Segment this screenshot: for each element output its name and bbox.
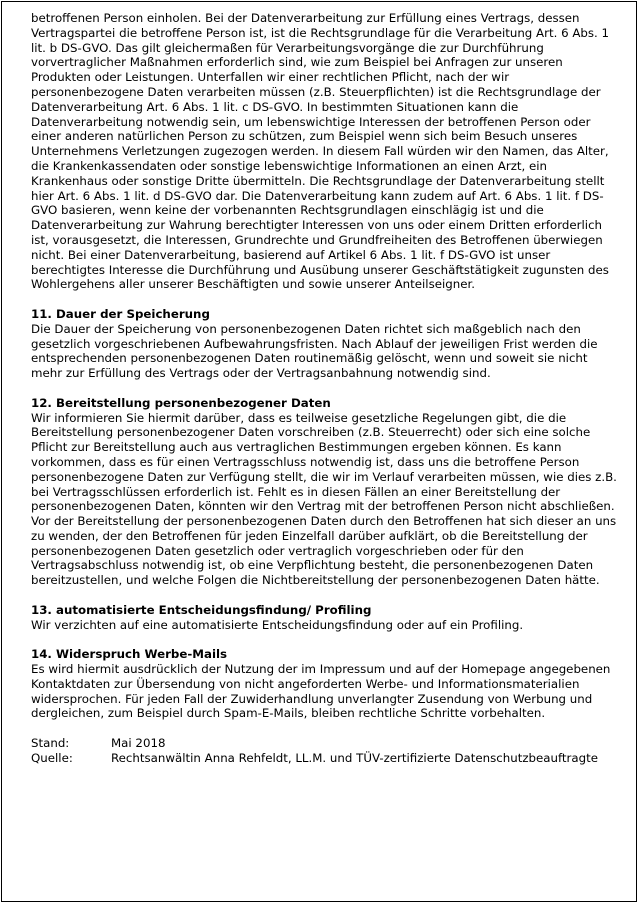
section-12-heading: 12. Bereitstellung personenbezogener Daten: [31, 395, 331, 410]
section-12-body: Wir informieren Sie hiermit darüber, dass es teilweise gesetzliche Regelungen gibt, die die Bereitstellung personenbezogener Daten vorschreiben (z.B. Steuerrecht) oder sich eine solche Pflicht zur Bereitstellung auch aus vertraglichen Bestimmungen ergeben können. Es kann vorkommen, dass es für einen Vertragsschluss notwendig ist, dass uns die betroffene Person personenbezogene Daten zur Verfügung stellt, die wir im Verlauf verarbeiten müssen, wie dies z.B. bei Vertragsschlüssen erforderlich ist. Fehlt es in diesen Fällen an einer Bereitstellung der personenbezogenen Daten, könnten wir den Vertrag mit der betroffenen Person nicht abschließen. Vor der Bereitstellung der personenbezogenen Daten durch den Betroffenen hat sich dieser an uns zu wenden, der den Betroffenen für jeden Einzelfall darüber aufklärt, ob die Bereitstellung der personenbezogenen Daten gesetzlich oder vertraglich vorgeschrieben oder für den Vertragsabschluss notwendig ist, ob eine Verpflichtung besteht, die personenbezogenen Daten bereitzustellen, und welche Folgen die Nichtbereitstellung der personenbezogenen Daten hätte.: [31, 410, 617, 588]
spacer: [31, 381, 621, 396]
stand-label: Stand:: [31, 736, 70, 751]
section-13-body: Wir verzichten auf eine automatisierte Entscheidungsfindung oder auf ein Profiling.: [31, 617, 524, 632]
spacer: [31, 721, 621, 736]
spacer: [31, 292, 621, 307]
section-11-body: Die Dauer der Speicherung von personenbezogenen Daten richtet sich maßgeblich nach den gesetzlich vorgeschriebenen Aufbewahrungsfristen. Nach Ablauf der jeweiligen Frist werden die entsprechenden personenbezogenen Daten routinemäßig gelöscht, wenn und soweit sie nicht mehr zur Erfüllung des Vertrags oder der Vertragsanbahnung notwendig sind.: [31, 321, 598, 381]
intro-paragraph: betroffenen Person einholen. Bei der Datenverarbeitung zur Erfüllung eines Vertrags, dessen Vertragspartei die betroffene Person ist, ist die Rechtsgrundlage für die Verarbeitung Art. 6 Abs. 1 lit. b DS-GVO. Das gilt gleichermaßen für Verarbeitungsvorgänge die zur Durchführung vorvertraglicher Maßnahmen erforderlich sind, wie zum Beispiel bei Anfragen zur unseren Produkten oder Leistungen. Unterfallen wir einer rechtlichen Pflicht, nach der wir personenbezogene Daten verarbeiten müssen (z.B. Steuerpflichten) ist die Rechtsgrundlage der Datenverarbeitung Art. 6 Abs. 1 lit. c DS-GVO. In bestimmten Situationen kann die Datenverarbeitung notwendig sein, um lebenswichtige Interessen der betroffenen Person oder einer anderen natürlichen Person zu schützen, zum Beispiel wenn sich beim Besuch unseres Unternehmens Verletzungen zugezogen werden. In diesem Fall würden wir den Namen, das Alter, die Krankenkassendaten oder sonstige lebenswichtige Informationen an einen Arzt, ein Krankenhaus oder sonstige Dritte übermitteln. Die Rechtsgrundlage der Datenverarbeitung stellt hier Art. 6 Abs. 1 lit. d DS-GVO dar. Die Datenverarbeitung kann zudem auf Art. 6 Abs. 1 lit. f DS-GVO basieren, wenn keine der vorbenannten Rechtsgrundlagen einschlägig ist und die Datenverarbeitung zur Wahrung berechtigter Interessen von uns oder einem Dritten erforderlich ist, vorausgesetzt, die Interessen, Grundrechte und Grundfreiheiten des Betroffenen überwiegen nicht. Bei einer Datenverarbeitung, basierend auf Artikel 6 Abs. 1 lit. f DS-GVO ist unser berechtigtes Interesse die Durchführung und Ausübung unserer Geschäftstätigkeit zugunsten des Wohlergehens aller unserer Beschäftigten und sowie unserer Anteilseigner.: [31, 11, 610, 292]
document-content: [31, 11, 621, 766]
document-page: [1, 1, 637, 902]
section-14-body: Es wird hiermit ausdrücklich der Nutzung der im Impressum und auf der Homepage angegebenen Kontaktdaten zur Übersendung von nicht angeforderten Werbe- und Informationsmaterialien widersprochen. Für jeden Fall der Zuwiderhandlung unverlangter Zusendung von Werbung und dergleichen, zum Beispiel durch Spam-E-Mails, bleiben rechtliche Schritte vorbehalten.: [31, 662, 611, 721]
spacer: [31, 588, 621, 603]
quelle-row: [31, 751, 621, 766]
spacer: [31, 632, 621, 647]
section-14-heading: 14. Widerspruch Werbe-Mails: [31, 647, 228, 662]
stand-value: Mai 2018: [111, 736, 166, 751]
quelle-label: Quelle:: [31, 750, 73, 765]
section-11-heading: 11. Dauer der Speicherung: [31, 306, 210, 321]
quelle-value: Rechtsanwältin Anna Rehfeldt, LL.M. und TÜV-zertifizierte Datenschutzbeauftragte: [111, 750, 598, 765]
stand-row: [31, 736, 621, 751]
section-13-heading: 13. automatisierte Entscheidungsfindung/ Profiling: [31, 602, 372, 617]
